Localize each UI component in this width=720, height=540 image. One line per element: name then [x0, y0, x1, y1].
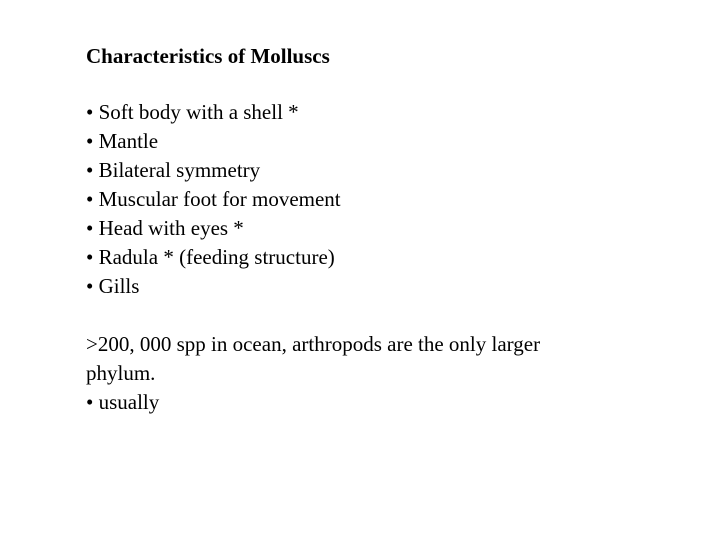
- list-item: • Radula * (feeding structure): [86, 245, 335, 269]
- slide-title: Characteristics of Molluscs: [86, 44, 330, 68]
- list-item: • Mantle: [86, 129, 159, 153]
- list-item: • Head with eyes *: [86, 216, 244, 240]
- note-line: • usually: [86, 390, 160, 414]
- species-note: [86, 330, 646, 417]
- list-item: • Bilateral symmetry: [86, 158, 261, 182]
- note-line: phylum.: [86, 361, 156, 385]
- characteristics-list: [86, 98, 341, 301]
- note-line: >200, 000 spp in ocean, arthropods are the only larger: [86, 332, 541, 356]
- list-item: • Gills: [86, 274, 140, 298]
- list-item: • Soft body with a shell *: [86, 100, 299, 124]
- list-item: • Muscular foot for movement: [86, 187, 341, 211]
